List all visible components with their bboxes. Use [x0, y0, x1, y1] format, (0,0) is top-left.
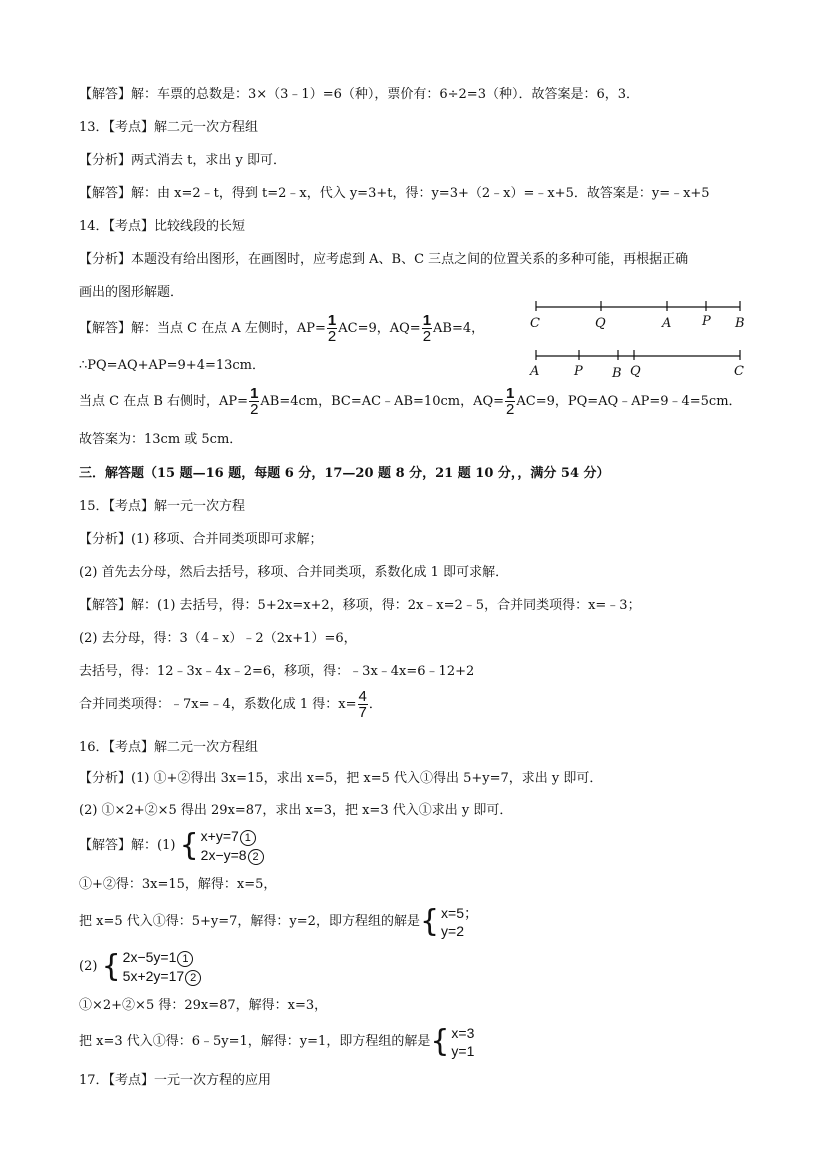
solution-x: x=3: [451, 1024, 475, 1041]
numerator: 4: [358, 688, 367, 705]
answer-line: 【解答】解：车票的总数是：3×（3﹣1）=6（种），票价有：6÷2=3（种）．故答案是：6，3．: [79, 87, 640, 102]
analysis-line: 【分析】两式消去 t，求出 y 即可．: [79, 153, 286, 168]
analysis-line: 画出的图形解题．: [79, 285, 184, 300]
answer-line: ∴PQ=AQ+AP=9+4=13cm．: [79, 358, 266, 373]
denominator: 2: [506, 401, 515, 418]
point-label-q: Q: [595, 316, 606, 331]
answer-line-solution: [79, 1022, 474, 1062]
answer-line-system: [79, 826, 264, 866]
point-label-b: B: [735, 316, 745, 331]
equation-1: x+y=7 1: [201, 828, 256, 844]
answer-line-with-fractions: [79, 312, 484, 346]
text-segment: 【解答】解：(1): [79, 838, 176, 853]
denominator: 2: [327, 328, 337, 345]
left-brace: {: [179, 827, 199, 863]
point-label-a: A: [662, 316, 672, 331]
text-segment: AB=4cm，BC=AC﹣AB=10cm，AQ=: [260, 394, 505, 409]
segment-figure-2: [529, 350, 744, 381]
point-label-c: C: [530, 316, 540, 331]
equation-system: [201, 827, 264, 865]
left-brace: {: [101, 948, 121, 984]
analysis-line: 【分析】(1) ①+②得出 3x=15，求出 x=5，把 x=5 代入①得出 5+y=7，求出 y 即可．: [79, 771, 603, 786]
text-segment: 合并同类项得：﹣7x=﹣4，系数化成 1 得：x=: [79, 697, 357, 712]
analysis-line: (2) ①×2+②×5 得出 29x=87，求出 x=3，把 x=3 代入①求出 y 即可．: [79, 803, 513, 818]
answer-line: ①+②得：3x=15，解得：x=5，: [79, 877, 277, 892]
text-segment: ；: [464, 904, 479, 921]
text-segment: 把 x=5 代入①得：5+y=7，解得：y=2，即方程组的解是: [79, 914, 420, 929]
solution-x: x=5: [441, 904, 465, 921]
answer-line-solution: [79, 902, 478, 942]
text-segment: AB=4，: [433, 321, 485, 336]
fraction-half: [327, 313, 337, 344]
numerator: 1: [506, 385, 515, 402]
solution-system: [451, 1024, 474, 1060]
numerator: 1: [422, 312, 432, 329]
text-segment: ．: [368, 697, 382, 712]
text-segment: 当点 C 在点 B 右侧时，AP=: [79, 394, 249, 409]
text-segment: 把 x=3 代入①得：6﹣5y=1，解得：y=1，即方程组的解是: [79, 1034, 431, 1049]
answer-line: 【解答】解：由 x=2﹣t，得到 t=2﹣x，代入 y=3+t，得：y=3+（2﹣x）=﹣x+5．故答案是：y=﹣x+5: [79, 186, 710, 201]
question-17-topic: 17．【考点】一元一次方程的应用: [79, 1073, 272, 1088]
numerator: 1: [327, 312, 337, 329]
text-segment: (2): [79, 959, 98, 974]
circle-mark: 2: [185, 970, 201, 986]
answer-line-with-fraction: [79, 688, 382, 722]
fraction-half: [422, 313, 432, 344]
point-label-p: P: [702, 314, 711, 329]
answer-line: 故答案为：13cm 或 5cm．: [79, 432, 243, 447]
question-16-topic: 16．【考点】解二元一次方程组: [79, 740, 259, 755]
solution-system: [441, 904, 478, 940]
equation-2: 2x−y=8 2: [201, 847, 264, 863]
solution-y: y=2: [441, 922, 465, 939]
fraction-x: [358, 689, 368, 720]
question-14-topic: 14．【考点】比较线段的长短: [79, 219, 246, 234]
analysis-line: 【分析】(1) 移项、合并同类项即可求解；: [79, 532, 323, 547]
answer-line-with-fractions: [79, 385, 742, 419]
equation-2: 5x+2y=17 2: [123, 968, 202, 984]
left-brace: {: [430, 1023, 450, 1059]
circle-mark: 1: [177, 951, 193, 967]
section-heading: 三．解答题（15 题—16 题，每题 6 分，17—20 题 8 分，21 题 10 分，，满分 54 分）: [79, 466, 610, 481]
fraction-half: [505, 386, 515, 417]
answer-line-system: [79, 947, 201, 987]
point-label-c: C: [734, 364, 744, 379]
point-label-b: B: [612, 366, 622, 381]
text-segment: 【解答】解：当点 C 在点 A 左侧时，AP=: [79, 321, 326, 336]
answer-line: (2) 去分母，得：3（4﹣x）﹣2（2x+1）=6，: [79, 631, 357, 646]
question-15-topic: 15．【考点】解一元一次方程: [79, 499, 246, 514]
denominator: 2: [422, 328, 432, 345]
point-label-p: P: [574, 364, 583, 379]
answer-line: 【解答】解：(1) 去括号，得：5+2x=x+2，移项，得：2x﹣x=2﹣5，合并同类项得：x=﹣3；: [79, 598, 641, 613]
circle-mark: 1: [240, 830, 256, 846]
point-label-a: A: [530, 364, 540, 379]
left-brace: {: [419, 903, 440, 939]
denominator: 2: [250, 401, 259, 418]
text-segment: AC=9，AQ=: [338, 321, 421, 336]
answer-line: ①×2+②×5 得：29x=87，解得：x=3，: [79, 998, 328, 1013]
equation-1: 2x−5y=1 1: [123, 949, 194, 965]
segment-figure-1: [530, 301, 745, 331]
fraction-half: [249, 386, 259, 417]
numerator: 1: [250, 385, 259, 402]
denominator: 7: [358, 704, 367, 721]
analysis-line: 【分析】本题没有给出图形，在画图时，应考虑到 A、B、C 三点之间的位置关系的多种可能，再根据正确: [79, 252, 689, 267]
point-label-q: Q: [630, 364, 641, 379]
text-segment: AC=9，PQ=AQ﹣AP=9﹣4=5cm．: [516, 394, 742, 409]
analysis-line: (2) 首先去分母，然后去括号，移项、合并同类项，系数化成 1 即可求解．: [79, 565, 509, 580]
answer-line: 去括号，得：12﹣3x﹣4x﹣2=6，移项，得：﹣3x﹣4x=6﹣12+2: [79, 664, 475, 679]
circle-mark: 2: [248, 849, 264, 865]
solution-y: y=1: [451, 1042, 475, 1059]
equation-system: [123, 948, 202, 986]
question-13-topic: 13．【考点】解二元一次方程组: [79, 120, 259, 135]
segment-diagram: [520, 297, 755, 381]
